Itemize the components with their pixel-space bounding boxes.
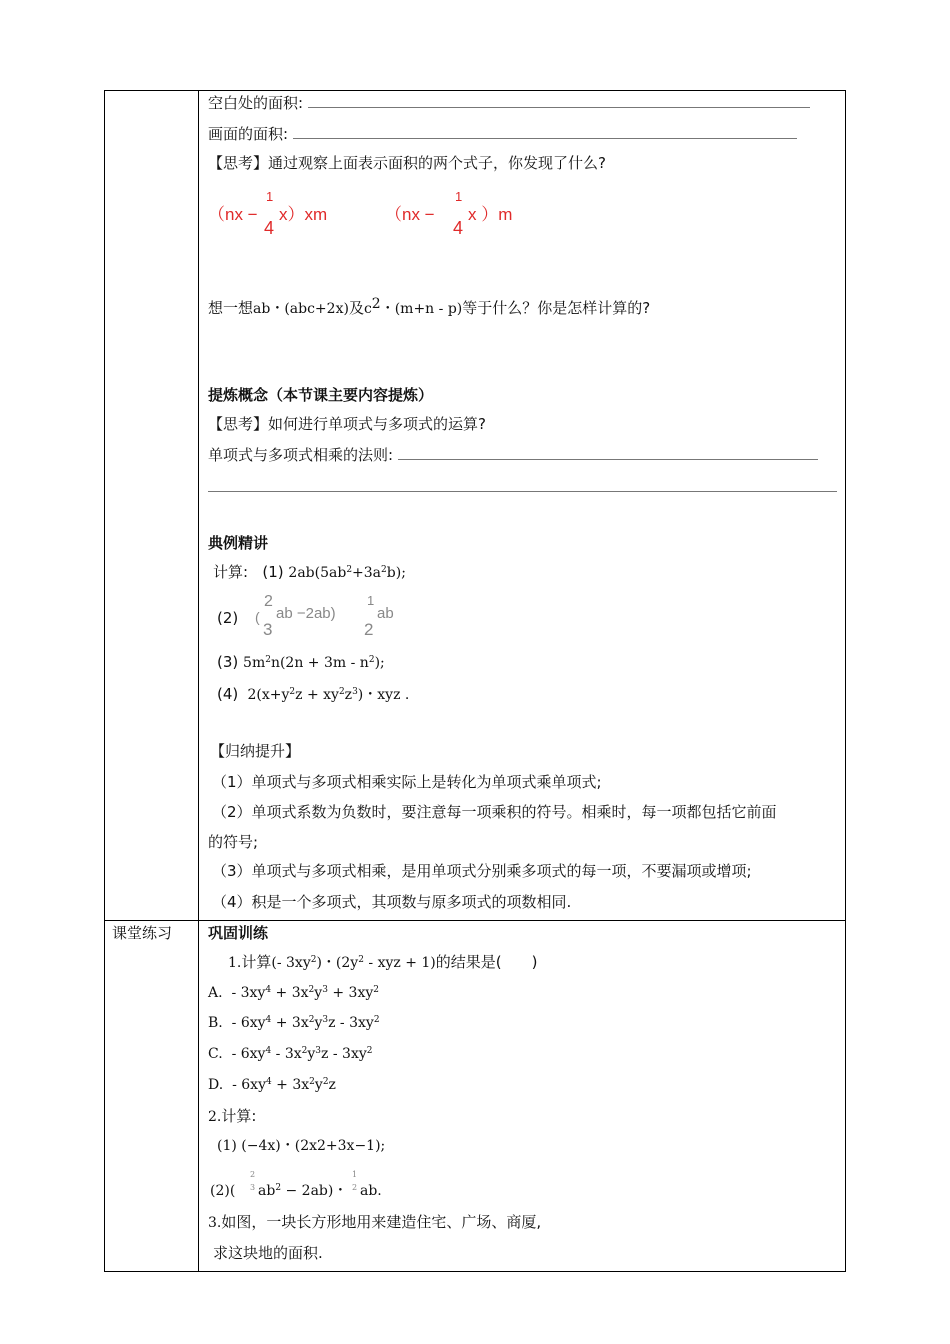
think-question-2: 想一想ab・(abc+2x)及$c^2$・(m+n - p)等于什么？你是怎样计算的?: [208, 296, 651, 317]
table-row-divider: [104, 920, 846, 921]
concept-think: 【思考】如何进行单项式与多项式的运算?: [208, 415, 486, 433]
blank-area-line: [208, 94, 810, 112]
practice-row-label: 课堂练习: [112, 924, 173, 942]
summary-point-1: （1）单项式与多项式相乘实际上是转化为单项式乘单项式;: [212, 773, 602, 791]
blank-area-label: 空白处的面积:: [208, 94, 304, 112]
summary-point-3: （3）单项式与多项式相乘，是用单项式分别乘多项式的每一项，不要漏项或增项;: [212, 862, 752, 880]
rule-label: 单项式与多项式相乘的法则:: [208, 446, 394, 464]
example-3: (3) $5m^2n(2n + 3m - n^2)$;: [217, 653, 385, 671]
summary-point-4: （4）积是一个多项式，其项数与原多项式的项数相同.: [212, 893, 572, 911]
picture-area-label: 画面的面积:: [208, 125, 289, 143]
practice-heading: 巩固训练: [208, 924, 269, 942]
rule-line: [208, 446, 818, 464]
rule-answer-line-2[interactable]: [208, 491, 837, 492]
summary-point-2: （2）单项式系数为负数时，要注意每一项乘积的符号。相乘时，每一项都包括它前面: [212, 803, 777, 821]
examples-heading: 典例精讲: [208, 534, 269, 552]
summary-point-2-cont: 的符号;: [208, 833, 259, 851]
picture-area-line: [208, 125, 797, 143]
table-column-divider: [198, 90, 199, 1272]
option-a[interactable]: A. - $3xy^4 + 3x^2y^3 + 3xy^2$: [208, 985, 379, 1001]
summary-heading: 【归纳提升】: [210, 742, 301, 760]
think-question-1: 【思考】通过观察上面表示面积的两个式子，你发现了什么?: [208, 154, 606, 172]
practice-question-2-1: (1) (−4x)・(2x2+3x−1);: [217, 1138, 386, 1154]
table-left-border: [104, 90, 105, 1272]
practice-question-3: 3.如图，一块长方形地用来建造住宅、广场、商厦,: [208, 1213, 542, 1231]
rule-answer[interactable]: [398, 447, 818, 460]
blank-area-answer[interactable]: [308, 95, 810, 108]
option-c[interactable]: C. - $6xy^4 - 3x^2y^3z - 3xy^2$: [208, 1046, 373, 1062]
example-4: (4) $2(x+y^2z + xy^2z^3)$・xyz .: [217, 685, 410, 703]
concept-heading: 提炼概念（本节课主要内容提炼）: [208, 386, 434, 404]
table-top-border: [104, 90, 846, 91]
practice-question-1: 1.计算(- $3xy^2$)・($2y^2$ - xyz + 1)的结果是( ): [228, 953, 538, 971]
option-d[interactable]: D. - $6xy^4 + 3x^2y^2z$: [208, 1077, 336, 1093]
practice-question-2: 2.计算:: [208, 1107, 257, 1125]
table-bottom-border: [104, 1271, 846, 1272]
option-b[interactable]: B. - $6xy^4 + 3x^2y^3z - 3xy^2$: [208, 1015, 380, 1031]
table-right-border: [845, 90, 846, 1272]
picture-area-answer[interactable]: [293, 126, 797, 139]
practice-question-3-cont: 求这块地的面积.: [213, 1244, 323, 1262]
example-1: 计算: (1) $2ab(5ab^2+3a^2b)$;: [213, 563, 406, 581]
